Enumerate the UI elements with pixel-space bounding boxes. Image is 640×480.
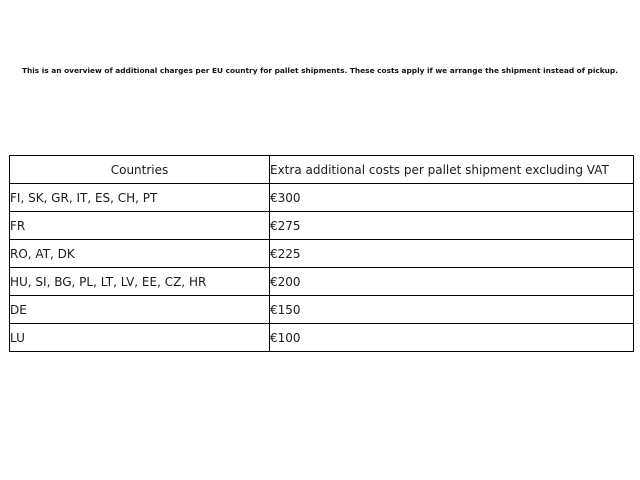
countries-cell: FI, SK, GR, IT, ES, CH, PT	[10, 184, 270, 212]
table-row	[10, 296, 634, 324]
countries-cell: DE	[10, 296, 270, 324]
cost-cell: €275	[270, 212, 634, 240]
table-row	[10, 240, 634, 268]
cost-cell: €150	[270, 296, 634, 324]
table-header-row	[10, 156, 634, 184]
countries-cell: HU, SI, BG, PL, LT, LV, EE, CZ, HR	[10, 268, 270, 296]
countries-cell: FR	[10, 212, 270, 240]
table-row	[10, 268, 634, 296]
table-row	[10, 324, 634, 352]
countries-cell: LU	[10, 324, 270, 352]
countries-cell: RO, AT, DK	[10, 240, 270, 268]
table-row	[10, 184, 634, 212]
table-row	[10, 212, 634, 240]
countries-column-header: Countries	[10, 156, 270, 184]
costs-column-header: Extra additional costs per pallet shipment excluding VAT	[270, 156, 634, 184]
cost-cell: €225	[270, 240, 634, 268]
cost-cell: €300	[270, 184, 634, 212]
cost-cell: €200	[270, 268, 634, 296]
charges-table	[9, 155, 634, 352]
intro-text: This is an overview of additional charges per EU country for pallet shipments. These costs apply if we arrange the shipment instead of pickup.	[21, 66, 619, 75]
cost-cell: €100	[270, 324, 634, 352]
